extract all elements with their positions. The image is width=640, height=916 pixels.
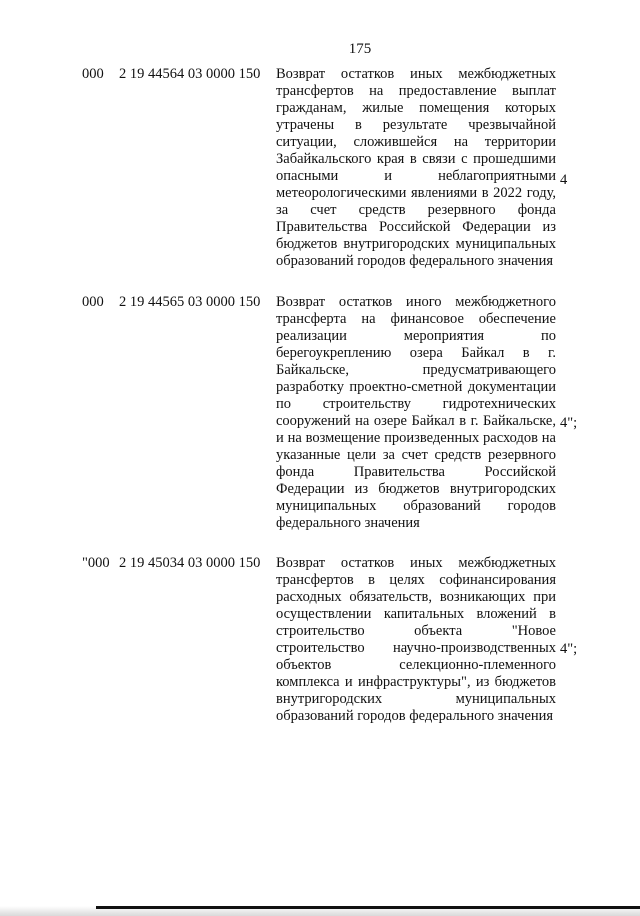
- budget-classification-code: 2 19 45034 03 0000 150: [119, 555, 261, 571]
- budget-classification-code: 2 19 44564 03 0000 150: [119, 66, 261, 82]
- scan-edge-line: [96, 906, 640, 909]
- table-row: [0, 66, 640, 292]
- row-description: Возврат остатков иных межбюджетных трансфертов на предоставление выплат гражданам, жилые помещения которых утрачены в результате чрезвычайной ситуации, сложившейся на территории Забайкальского края в связи с прошедшими опасными и неблагоприятными метеорологическими явлениями в 2022 году, за счет средств резервного фонда Правительства Российской Федерации из бюджетов внутригородских муниципальных образований городов федерального значения: [276, 66, 556, 269]
- page-number: 175: [348, 41, 372, 57]
- row-value: 4: [560, 172, 568, 188]
- admin-code: "000: [82, 555, 110, 571]
- row-value: 4";: [560, 415, 578, 431]
- admin-code: 000: [82, 294, 104, 310]
- row-description: Возврат остатков иных межбюджетных трансфертов в целях софинансирования расходных обязательств, возникающих при осуществлении капитальных вложений в строительство объекта "Новое строительство научно-производственных объектов селекционно-племенного комплекса и инфраструктуры", из бюджетов внутригородских муниципальных образований городов федерального значения: [276, 555, 556, 724]
- row-value: 4";: [560, 641, 578, 657]
- row-description: Возврат остатков иного межбюджетного трансферта на финансовое обеспечение реализации мероприятия по берегоукреплению озера Байкал в г. Байкальске, предусматривающего разработку проектно-сметной документации по строительству гидротехнических сооружений на озере Байкал в г. Байкальске, и на возмещение произведенных расходов на указанные цели за счет средств резервного фонда Правительства Российской Федерации из бюджетов внутригородских муниципальных образований городов федерального значения: [276, 294, 556, 531]
- budget-classification-code: 2 19 44565 03 0000 150: [119, 294, 261, 310]
- admin-code: 000: [82, 66, 104, 82]
- table-row: [0, 555, 640, 750]
- table-row: [0, 294, 640, 554]
